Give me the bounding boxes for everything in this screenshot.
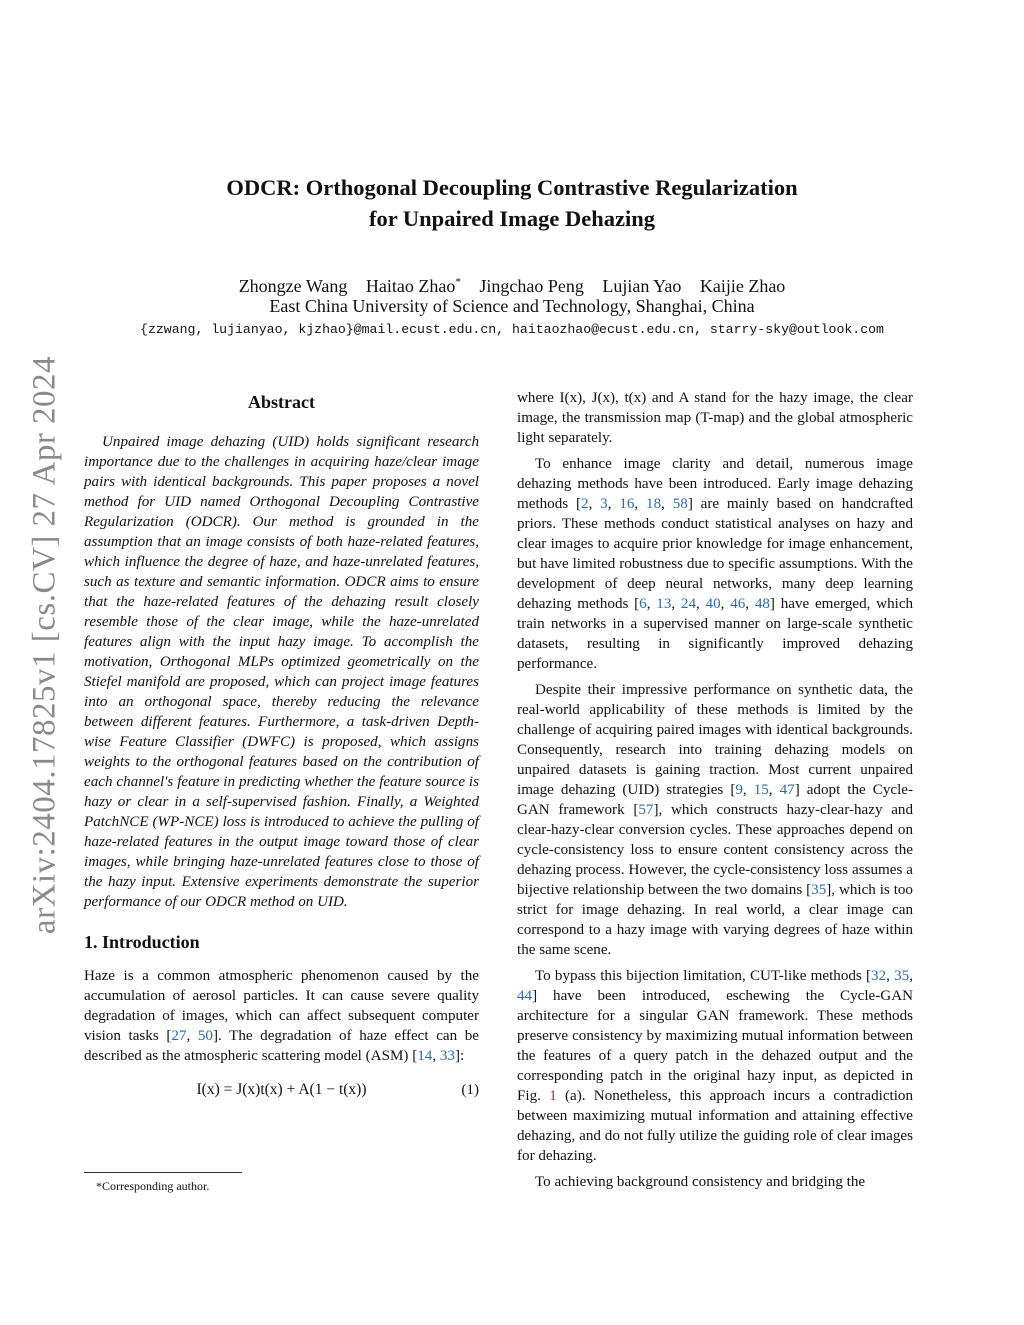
title-line-1: ODCR: Orthogonal Decoupling Contrastive Regularization	[226, 175, 798, 200]
citation-link[interactable]: 33	[439, 1048, 455, 1064]
author-4: Lujian Yao	[602, 276, 682, 296]
equation-number: (1)	[461, 1082, 479, 1098]
citation-link[interactable]: 13	[656, 596, 672, 612]
arxiv-stamp	[22, 350, 68, 940]
citation-link[interactable]: 46	[730, 596, 746, 612]
citation-link[interactable]: 27	[171, 1028, 187, 1044]
citation-link[interactable]: 24	[680, 596, 696, 612]
arxiv-stamp-text: arXiv:2404.17825v1 [cs.CV] 27 Apr 2024	[26, 355, 63, 935]
footnote-rule	[84, 1172, 242, 1173]
intro-heading: 1. Introduction	[84, 932, 200, 952]
citation-link[interactable]: 2	[581, 496, 589, 512]
intro-paragraph-3: Despite their impressive performance on synthetic data, the real-world applicability of these methods is limited by the challenge of acquiring paired images with identical backgrounds. Consequently, research into training dehazing models on unpaired datasets is gaining traction. Most current unpaired image dehazing (UID) strategies [9, 15, 47] adopt the Cycle-GAN framework [57], which constructs hazy-clear-hazy and clear-hazy-clear conversion cycles. These approaches depend on cycle-consistency loss to ensure content consistency across the dehazing process. However, the cycle-consistency loss assumes a bijective relationship between the two domains [35], which is too strict for image dehazing. In real world, a clear image can correspond to a hazy image with varying degrees of haze within the same scene.	[517, 682, 913, 958]
citation-link[interactable]: 15	[753, 782, 769, 798]
title-line-2: for Unpaired Image Dehazing	[368, 206, 656, 231]
citation-link[interactable]: 32	[871, 968, 887, 984]
citation-link[interactable]: 47	[779, 782, 795, 798]
citation-link[interactable]: 50	[197, 1028, 213, 1044]
citation-link[interactable]: 48	[754, 596, 770, 612]
figure-link[interactable]: 1	[549, 1088, 557, 1104]
intro-paragraph-5: To achieving background consistency and bridging the	[535, 1174, 866, 1190]
citation-link[interactable]: 58	[672, 496, 688, 512]
author-3: Jingchao Peng	[479, 276, 584, 296]
footnote: *Corresponding author.	[96, 1179, 210, 1193]
citation-link[interactable]: 35	[811, 882, 827, 898]
equation-body: I(x) = J(x)t(x) + A(1 − t(x))	[196, 1081, 367, 1098]
intro-paragraph-2: To enhance image clarity and detail, numerous image dehazing methods have been introduced. Early image dehazing methods [2, 3, 16, 18, 58] are mainly based on handcrafted priors. These methods conduct statistical analyses on hazy and clear images to acquire prior knowledge for image enhancement, but have limited robustness due to specific assumptions. With the development of deep neural networks, many deep learning dehazing methods [6, 13, 24, 40, 46, 48] have emerged, which train networks in a supervised manner on large-scale synthetic datasets, resulting in significantly improved dehazing performance.	[517, 456, 914, 672]
author-2: Haitao Zhao*	[365, 276, 461, 296]
citation-link[interactable]: 40	[705, 596, 721, 612]
citation-link[interactable]: 14	[417, 1048, 433, 1064]
intro-paragraph-4: To bypass this bijection limitation, CUT-like methods [32, 35, 44] have been introduced, eschewing the Cycle-GAN architecture for a singular GAN framework. These methods preserve consistency by maximizing mutual information between the features of a query patch in the dehazed output and the corresponding patch in the original hazy input, as depicted in Fig. 1 (a). Nonetheless, this approach incurs a contradiction between maximizing mutual information and attaining effective dehazing, and do not fully utilize the guiding role of clear images for dehazing.	[517, 968, 914, 1164]
affiliation: East China University of Science and Technology, Shanghai, China	[269, 296, 755, 316]
corresponding-mark: *	[455, 276, 461, 288]
citation-link[interactable]: 35	[894, 968, 910, 984]
citation-link[interactable]: 3	[600, 496, 608, 512]
equation-1	[84, 1076, 479, 1106]
citation-link[interactable]: 9	[735, 782, 743, 798]
author-1: Zhongze Wang	[238, 276, 348, 296]
right-column	[517, 388, 913, 1192]
author-5: Kaijie Zhao	[699, 276, 786, 296]
abstract-heading: Abstract	[248, 392, 315, 412]
left-column	[84, 388, 479, 1106]
asm-explanation: where I(x), J(x), t(x) and A stand for the hazy image, the clear image, the transmission map (T-map) and the global atmospheric light separately.	[517, 390, 913, 446]
citation-link[interactable]: 18	[646, 496, 662, 512]
citation-link[interactable]: 44	[517, 988, 533, 1004]
abstract-text: Unpaired image dehazing (UID) holds significant research importance due to the challenges in acquiring haze/clear image pairs with identical backgrounds. This paper proposes a novel method for UID named Orthogonal Decoupling Contrastive Regularization (ODCR). Our method is grounded in the assumption that an image consists of both haze-related features, which influence the degree of haze, and haze-unrelated features, such as texture and semantic information. ODCR aims to ensure that the haze-related features of the dehazing result closely resemble those of the clear image, while the haze-unrelated features align with the input hazy image. To accomplish the motivation, Orthogonal MLPs optimized geometrically on the Stiefel manifold are proposed, which can project image features into an orthogonal space, thereby reducing the relevance between different features. Furthermore, a task-driven Depth-wise Feature Classifier (DWFC) is proposed, which assigns weights to the orthogonal features based on the contribution of each channel's feature in predicting whether the feature source is hazy or clear in a self-supervised fashion. Finally, a Weighted PatchNCE (WP-NCE) loss is introduced to achieve the pulling of haze-related features in the output image toward those of clear images, while bringing haze-unrelated features close to those of the hazy input. Extensive experiments demonstrate the superior performance of our ODCR method on UID.	[84, 434, 479, 910]
intro-paragraph-1: Haze is a common atmospheric phenomenon caused by the accumulation of aerosol particles. It can cause severe quality degradation of images, which can affect subsequent computer vision tasks [27, 50]. The degradation of haze effect can be described as the atmospheric scattering model (ASM) [14, 33]:	[84, 968, 480, 1064]
author-emails: {zzwang, lujianyao, kjzhao}@mail.ecust.edu.cn, haitaozhao@ecust.edu.cn, starry-sky@outlook.com	[140, 322, 884, 337]
paper-title	[0, 172, 1024, 234]
citation-link[interactable]: 6	[639, 596, 647, 612]
citation-link[interactable]: 16	[619, 496, 635, 512]
citation-link[interactable]: 57	[638, 802, 654, 818]
